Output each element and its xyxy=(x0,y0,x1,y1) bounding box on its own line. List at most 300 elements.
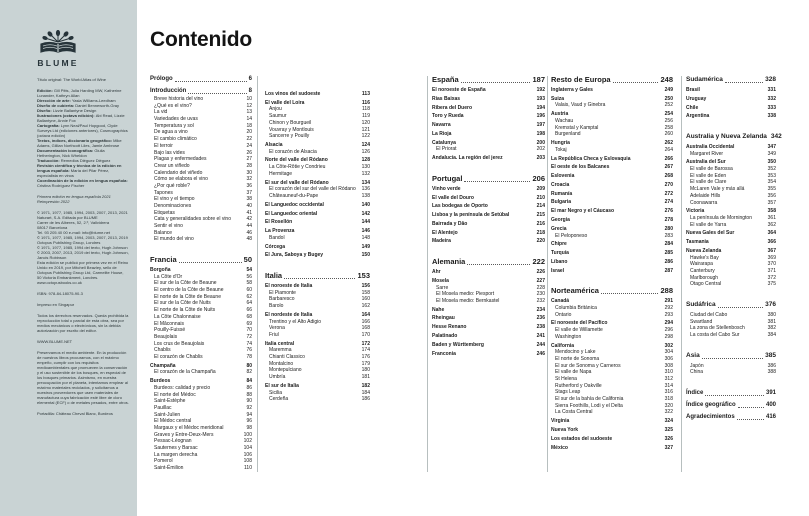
toc-entry-label: Rheingau xyxy=(432,315,455,322)
toc-row xyxy=(551,242,673,248)
toc-entry-label: Chile xyxy=(686,104,699,111)
toc-page-number: 8 xyxy=(248,88,252,94)
toc-entry-label: Norteamérica xyxy=(551,286,599,296)
toc-entry-label: Agradecimientos xyxy=(686,414,735,420)
toc-row xyxy=(432,88,545,94)
toc-page-number: 134 xyxy=(361,179,370,186)
toc-page-number: 136 xyxy=(361,186,370,193)
toc-page-number: 214 xyxy=(536,203,545,210)
toc-page-number: 41 xyxy=(246,209,252,216)
environment-paragraph: Preservamos el medio ambiente. En la producción de nuestros libros procuramos, con el máximo empeño, cumplir con los requisitos medioambientales que promueven la conservación y el uso sostenible de los bosques, en especial de los bosques primarios. Asimismo, en nuestra preocupación por el planeta, intentamos emplear al máximo materiales reciclados, y solicitamos a nuestros proveedores que usen materiales de manufactura cuya fabricación esté libre de cloro elemental (ECF) o de metales pesados, entre otros. xyxy=(37,350,129,405)
toc-page-number: 22 xyxy=(246,136,252,143)
toc-row xyxy=(686,249,776,255)
toc-page-number: 256 xyxy=(664,117,673,124)
toc-entry-label: Sauternes y Barsac xyxy=(154,445,198,452)
toc-entry-label: Cata y generalidades sobre el vino xyxy=(154,216,231,223)
toc-page-number: 312 xyxy=(664,375,673,382)
toc-page-number: 14 xyxy=(246,116,252,123)
toc-entry-label: El norte del Médoc xyxy=(154,391,196,398)
toc-row xyxy=(551,269,673,275)
toc-row xyxy=(265,92,370,98)
toc-row xyxy=(150,386,252,392)
sidebar-line: © 1971, 1977, 1985, 1994 del texto, Hugh Johnson xyxy=(37,245,128,250)
toc-row xyxy=(551,357,673,363)
toc-row xyxy=(150,355,252,361)
toc-entry-label: La zona de Stellenbosch xyxy=(690,325,745,332)
toc-row xyxy=(265,220,370,226)
credit-line: Diseño: Lizzie Ballantyne Design xyxy=(37,108,97,113)
toc-page-number: 86 xyxy=(246,384,252,391)
toc-row xyxy=(150,184,252,190)
toc-entry-label: Chablis xyxy=(154,347,171,354)
toc-row xyxy=(432,204,545,210)
toc-page-number: 228 xyxy=(536,284,545,291)
toc-page-number: 196 xyxy=(536,113,545,120)
toc-page-number: 366 xyxy=(767,239,776,246)
toc-entry-label: Swartland xyxy=(690,318,713,325)
toc-section-header xyxy=(686,402,776,409)
toc-entry-label: La península de Mornington xyxy=(690,215,752,221)
toc-entry-label: El Languedoc oriental xyxy=(265,210,318,217)
toc-page-number: 280 xyxy=(664,225,673,232)
printed-line: Impreso en Singapur xyxy=(37,302,75,307)
toc-entry-label: Tokaj xyxy=(555,146,567,153)
toc-section-header xyxy=(432,258,545,266)
toc-page-number: 128 xyxy=(361,157,370,164)
toc-entry-label: Hawke's Bay xyxy=(690,254,719,261)
toc-entry-label: Barbaresco xyxy=(269,296,295,303)
credit-line: Diseño de cubierta: Daniel Benneworth-Gray xyxy=(37,103,120,108)
toc-page-number: 215 xyxy=(536,212,545,219)
toc-entry-label: Eslovenia xyxy=(551,173,575,180)
toc-entry-label: El sur de la bahía de California xyxy=(555,396,624,403)
toc-entry-label: Sicilia xyxy=(269,389,283,396)
toc-entry-label: Saint-Émilion xyxy=(154,465,184,472)
toc-page-number: 254 xyxy=(664,111,673,118)
toc-page-number: 58 xyxy=(246,280,252,287)
toc-page-number: 222 xyxy=(532,257,545,267)
credit-line: Documentación iconográfica: Giulia Hetherington, Nick Wheldon xyxy=(37,148,105,158)
toc-entry-label: Sudamérica xyxy=(686,76,723,83)
toc-row xyxy=(686,282,776,288)
toc-row xyxy=(686,216,776,222)
toc-row xyxy=(551,174,673,180)
toc-entry-label: El valle de Napa xyxy=(555,369,592,376)
toc-entry-label: Ciudad del Cabo xyxy=(690,312,728,319)
toc-page-number: 184 xyxy=(361,389,370,396)
toc-entry-label: México xyxy=(551,444,568,451)
toc-page-number: 260 xyxy=(664,131,673,138)
dotted-leader xyxy=(725,82,763,83)
toc-entry-label: Chinon y Bourgueil xyxy=(269,119,312,126)
toc-entry-label: Índice geográfico xyxy=(686,402,736,408)
toc-row xyxy=(150,97,252,103)
toc-entry-label: Bulgaria xyxy=(551,199,572,206)
toc-row xyxy=(432,196,545,202)
toc-page-number: 266 xyxy=(664,155,673,162)
toc-page-number: 10 xyxy=(246,96,252,102)
toc-entry-label: El noroeste del Pacífico xyxy=(551,320,608,327)
toc-page-number: 46 xyxy=(246,229,252,236)
toc-entry-label: Breve historia del vino xyxy=(154,96,204,102)
toc-page-number: 298 xyxy=(664,333,673,340)
toc-row xyxy=(432,352,545,358)
toc-row xyxy=(686,240,776,246)
toc-entry-label: Sancerre y Pouilly xyxy=(269,133,310,140)
toc-entry-label: Ontario xyxy=(555,311,572,318)
toc-entry-label: Rías Baixas xyxy=(432,95,461,102)
toc-row xyxy=(686,106,776,112)
toc-page-number: 94 xyxy=(246,411,252,418)
toc-row xyxy=(432,97,545,103)
toc-page-number: 82 xyxy=(246,369,252,376)
toc-page-number: 347 xyxy=(767,143,776,150)
toc-row xyxy=(551,335,673,341)
dotted-leader xyxy=(738,407,764,408)
toc-entry-label: El corazón de Chablis xyxy=(154,353,203,360)
toc-entry-label: Crear un viñedo xyxy=(154,162,190,169)
toc-page-number: 288 xyxy=(660,286,673,296)
toc-page-number: 381 xyxy=(767,318,776,325)
toc-row xyxy=(551,132,673,138)
toc-entry-label: Saumur xyxy=(269,113,287,120)
toc-row xyxy=(150,237,252,243)
toc-row xyxy=(265,229,370,235)
toc-entry-label: Canadá xyxy=(551,298,570,305)
toc-entry-label: Mendocino y Lake xyxy=(555,349,596,356)
toc-row xyxy=(686,223,776,229)
toc-row xyxy=(432,222,545,228)
toc-page-number: 26 xyxy=(246,149,252,156)
toc-page-number: 324 xyxy=(664,418,673,425)
toc-row xyxy=(686,201,776,207)
toc-page-number: 262 xyxy=(664,140,673,147)
toc-entry-label: Friul xyxy=(269,331,279,338)
toc-section-header xyxy=(265,272,370,280)
toc-page-number: 32 xyxy=(246,176,252,183)
sidebar-line: Tel. 93 205 40 00 e-mail: info@blume.net xyxy=(37,230,110,235)
toc-entry-label: El noroeste de España xyxy=(432,87,486,93)
toc-page-number: 354 xyxy=(767,179,776,186)
toc-entry-label: España xyxy=(432,75,459,84)
toc-row xyxy=(265,253,370,259)
colophon-sidebar xyxy=(0,0,137,516)
toc-page-number: 248 xyxy=(660,75,673,84)
toc-page-number: 60 xyxy=(246,287,252,294)
toc-section-header xyxy=(686,76,776,84)
toc-page-number: 372 xyxy=(767,274,776,281)
toc-page-number: 209 xyxy=(536,185,545,192)
toc-page-number: 230 xyxy=(536,291,545,298)
toc-row xyxy=(551,350,673,356)
toc-entry-label: Saint-Julien xyxy=(154,411,181,418)
toc-entry-label: Montepulciano xyxy=(269,367,302,374)
toc-page-number: 18 xyxy=(246,122,252,129)
toc-row xyxy=(265,245,370,251)
toc-page-number: 68 xyxy=(246,313,252,320)
toc-page-number: 69 xyxy=(246,320,252,327)
toc-entry-label: Temperatura y sol xyxy=(154,122,194,129)
toc-row xyxy=(551,119,673,125)
toc-entry-label: Sentir el vino xyxy=(154,223,183,230)
toc-page-number: 78 xyxy=(246,353,252,360)
toc-page-number: 140 xyxy=(361,201,370,208)
toc-page-number: 202 xyxy=(536,146,545,153)
toc-page-number: 187 xyxy=(532,75,545,84)
toc-entry-label: Vinho verde xyxy=(432,185,461,192)
isbn-line: ISBN: 978-84-18075-90-3 xyxy=(37,291,83,296)
toc-page-number: 203 xyxy=(536,155,545,162)
toc-entry-label: La vid xyxy=(154,109,168,116)
toc-entry-label: Andalucía. La región del jerez xyxy=(432,155,503,162)
toc-page-number: 38 xyxy=(246,196,252,203)
toc-section-header xyxy=(686,132,782,141)
toc-row xyxy=(551,88,673,94)
toc-row xyxy=(551,112,673,118)
dotted-leader xyxy=(464,181,530,182)
edition-lines xyxy=(37,194,129,204)
toc-row xyxy=(551,428,673,434)
toc-entry-label: Burdeos xyxy=(150,378,171,385)
toc-page-number: 364 xyxy=(767,230,776,237)
toc-row xyxy=(150,288,252,294)
toc-page-number: 162 xyxy=(361,303,370,310)
toc-entry-label: ¿Qué es el vino? xyxy=(154,102,192,109)
toc-page-number: 88 xyxy=(246,391,252,398)
toc-entry-label: El corazón del sur del valle del Ródano xyxy=(269,186,356,193)
toc-entry-label: Los estados del sudoeste xyxy=(551,435,613,442)
toc-page-number: 367 xyxy=(767,248,776,255)
toc-page-number: 120 xyxy=(361,119,370,126)
sidebar-line: Reimpresión 2022 xyxy=(37,199,70,204)
toc-entry-label: El valle del Loira xyxy=(265,99,305,106)
toc-page-number: 352 xyxy=(767,166,776,173)
toc-row xyxy=(150,268,252,274)
toc-row xyxy=(551,328,673,334)
toc-row xyxy=(551,192,673,198)
toc-page-number: 369 xyxy=(767,254,776,261)
toc-entry-label: El valle de Barossa xyxy=(690,166,733,173)
toc-page-number: 104 xyxy=(243,445,252,452)
toc-entry-label: Palatinado xyxy=(432,333,458,339)
credit-line: Textos, índices, diccionario geográfico: Mike Adams, Gillian Northcott Liles, Jamie Ambrose xyxy=(37,138,122,148)
toc-entry-label: Inglaterra y Gales xyxy=(551,87,593,93)
toc-page-number: 194 xyxy=(536,104,545,111)
toc-entry-label: Madeira xyxy=(432,238,451,245)
toc-entry-label: El mundo del vino xyxy=(154,236,194,243)
sidebar-line: Primera edición en lengua española 2021 xyxy=(37,194,111,199)
toc-page-number: 118 xyxy=(362,106,370,113)
toc-page-number: 54 xyxy=(246,267,252,274)
toc-row xyxy=(265,236,370,242)
toc-page-number: 84 xyxy=(246,378,252,385)
toc-page-number: 353 xyxy=(767,172,776,179)
toc-page-number: 56 xyxy=(246,273,252,280)
dotted-leader xyxy=(179,262,242,263)
toc-entry-label: La República Checa y Eslovaquia xyxy=(551,155,631,162)
toc-page-number: 267 xyxy=(664,164,673,171)
toc-page-number: 226 xyxy=(536,269,545,276)
toc-page-number: 370 xyxy=(767,261,776,268)
toc-row xyxy=(432,239,545,245)
toc-page-number: 376 xyxy=(765,301,776,309)
toc-row xyxy=(551,299,673,305)
toc-page-number: 62 xyxy=(246,293,252,300)
dotted-leader xyxy=(737,419,764,420)
toc-row xyxy=(551,377,673,383)
toc-page-number: 106 xyxy=(243,451,252,458)
toc-page-number: 284 xyxy=(664,241,673,248)
dotted-leader xyxy=(175,81,247,82)
toc-entry-label: Los vinos del sudoeste xyxy=(265,91,321,97)
toc-page-number: 24 xyxy=(246,142,252,149)
toc-entry-label: Anjou xyxy=(269,106,282,113)
toc-page-number: 28 xyxy=(246,162,252,169)
toc-entry-label: Introducción xyxy=(150,88,187,94)
toc-row xyxy=(432,316,545,322)
toc-entry-label: Portugal xyxy=(432,173,463,183)
toc-entry-label: El mar Negro y el Cáucaso xyxy=(551,208,615,215)
toc-entry-label: Índice xyxy=(686,390,704,396)
toc-page-number: 13 xyxy=(246,109,252,116)
toc-entry-label: Borgoña xyxy=(150,267,171,274)
toc-entry-label: Hungría xyxy=(551,140,570,147)
toc-page-number: 291 xyxy=(664,298,673,305)
toc-entry-label: El oeste de los Balcanes xyxy=(551,164,610,171)
toc-page-number: 6 xyxy=(248,76,252,82)
toc-page-number: 270 xyxy=(664,181,673,188)
toc-row xyxy=(265,203,370,209)
toc-page-number: 119 xyxy=(362,113,370,120)
toc-row xyxy=(432,292,545,298)
toc-entry-label: St Helena xyxy=(555,375,577,382)
toc-column xyxy=(428,76,548,472)
toc-row xyxy=(432,231,545,237)
toc-entry-label: El Médoc central xyxy=(154,418,192,425)
toc-entry-label: Calendario del viñedo xyxy=(154,169,203,176)
toc-page-number: 200 xyxy=(536,139,545,146)
toc-page-number: 74 xyxy=(246,340,252,347)
toc-page-number: 278 xyxy=(664,217,673,224)
toc-entry-label: De agua a vino xyxy=(154,129,188,136)
toc-entry-label: Las bodegas de Oporto xyxy=(432,203,488,210)
toc-page-number: 102 xyxy=(243,438,252,445)
toc-entry-label: Montalcino xyxy=(269,360,294,367)
toc-entry-label: El Languedoc occidental xyxy=(265,201,324,208)
toc-entry-label: Denominaciones xyxy=(154,203,192,209)
toc-page-number: 314 xyxy=(664,382,673,389)
toc-row xyxy=(150,335,252,341)
toc-row xyxy=(150,315,252,321)
toc-page-number: 182 xyxy=(361,382,370,389)
toc-row xyxy=(265,212,370,218)
toc-row xyxy=(432,308,545,314)
toc-entry-label: Japón xyxy=(690,362,704,369)
toc-entry-label: El valle del Douro xyxy=(432,194,474,201)
toc-page-number: 110 xyxy=(244,465,252,472)
toc-page-number: 326 xyxy=(664,435,673,442)
page-title: Contenido xyxy=(150,28,253,51)
toc-page-number: 350 xyxy=(767,159,776,166)
toc-entry-label: Alsacia xyxy=(265,142,283,148)
toc-entry-label: Turquía xyxy=(551,250,569,257)
toc-row xyxy=(432,147,545,153)
toc-page-number: 206 xyxy=(532,173,545,183)
toc-entry-label: Lisboa y la península de Setúbal xyxy=(432,212,510,219)
toc-page-number: 375 xyxy=(767,281,776,288)
toc-page-number: 268 xyxy=(664,173,673,180)
toc-row xyxy=(686,187,776,193)
toc-entry-label: El norte de Sonoma xyxy=(555,355,600,362)
toc-page-number: 274 xyxy=(664,199,673,206)
toc-entry-label: Beaujolais xyxy=(154,333,178,340)
toc-page-number: 160 xyxy=(361,296,370,303)
toc-entry-label: Tasmania xyxy=(686,239,709,246)
toc-row xyxy=(551,419,673,425)
toc-page-number: 258 xyxy=(664,124,673,131)
toc-page-number: 386 xyxy=(767,362,776,369)
copyright-block xyxy=(37,210,129,285)
toc-row xyxy=(265,143,370,149)
toc-entry-label: Croacia xyxy=(551,181,570,188)
toc-entry-label: El terroir xyxy=(154,142,173,149)
toc-section-header xyxy=(150,256,252,264)
toc-entry-label: El norte de la Côte de Nuits xyxy=(154,307,216,314)
toc-entry-label: Burgenland xyxy=(555,131,581,138)
toc-row xyxy=(551,410,673,416)
toc-row xyxy=(265,284,370,290)
toc-entry-label: El sur de la Côte de Nuits xyxy=(154,300,211,307)
toc-page-number: 296 xyxy=(664,327,673,334)
toc-entry-label: Etiquetas xyxy=(154,209,175,216)
toc-row xyxy=(265,194,370,200)
toc-page-number: 180 xyxy=(361,367,370,374)
toc-row xyxy=(551,218,673,224)
toc-entry-label: El vino y el tiempo xyxy=(154,196,195,203)
toc-entry-label: Rumanía xyxy=(551,190,573,197)
toc-page-number: 172 xyxy=(361,340,370,347)
credit-line: Revisión científica y técnica de la edición en lengua española: María del Pilar Pérez, especialista en vinos xyxy=(37,163,122,178)
toc-page-number: 176 xyxy=(361,354,370,361)
toc-page-number: 294 xyxy=(664,320,673,327)
toc-row xyxy=(551,437,673,443)
toc-page-number: 146 xyxy=(361,228,370,235)
credit-line: Cartografía: Lynn Neal/Paul Hopgood, Clyde Surveys Ltd (ediciones anteriores), Cosmographics (octava edición) xyxy=(37,123,128,138)
toc-row xyxy=(551,148,673,154)
toc-page-number: 238 xyxy=(536,324,545,331)
toc-page-number: 164 xyxy=(361,311,370,318)
toc-entry-label: Chipre xyxy=(551,241,567,248)
toc-page-number: 287 xyxy=(664,267,673,274)
sidebar-credits xyxy=(37,88,129,188)
toc-page-number: 98 xyxy=(246,425,252,432)
toc-row xyxy=(265,397,370,403)
toc-entry-label: Franconia xyxy=(432,350,456,357)
toc-row xyxy=(150,137,252,143)
toc-page-number: 138 xyxy=(361,193,370,199)
toc-row xyxy=(551,183,673,189)
toc-entry-label: Vouvray y Montlouis xyxy=(269,126,314,133)
toc-entry-label: Catalunya xyxy=(432,139,456,146)
toc-page-number: 108 xyxy=(243,458,252,465)
toc-entry-label: Baden y Württemberg xyxy=(432,341,484,348)
toc-page-number: 308 xyxy=(664,362,673,369)
toc-page-number: 332 xyxy=(767,95,776,102)
toc-entry-label: Nueva Zelanda xyxy=(686,248,722,255)
toc-entry-label: Canterbury xyxy=(690,268,715,275)
toc-row xyxy=(150,406,252,412)
toc-section-header xyxy=(432,76,545,84)
